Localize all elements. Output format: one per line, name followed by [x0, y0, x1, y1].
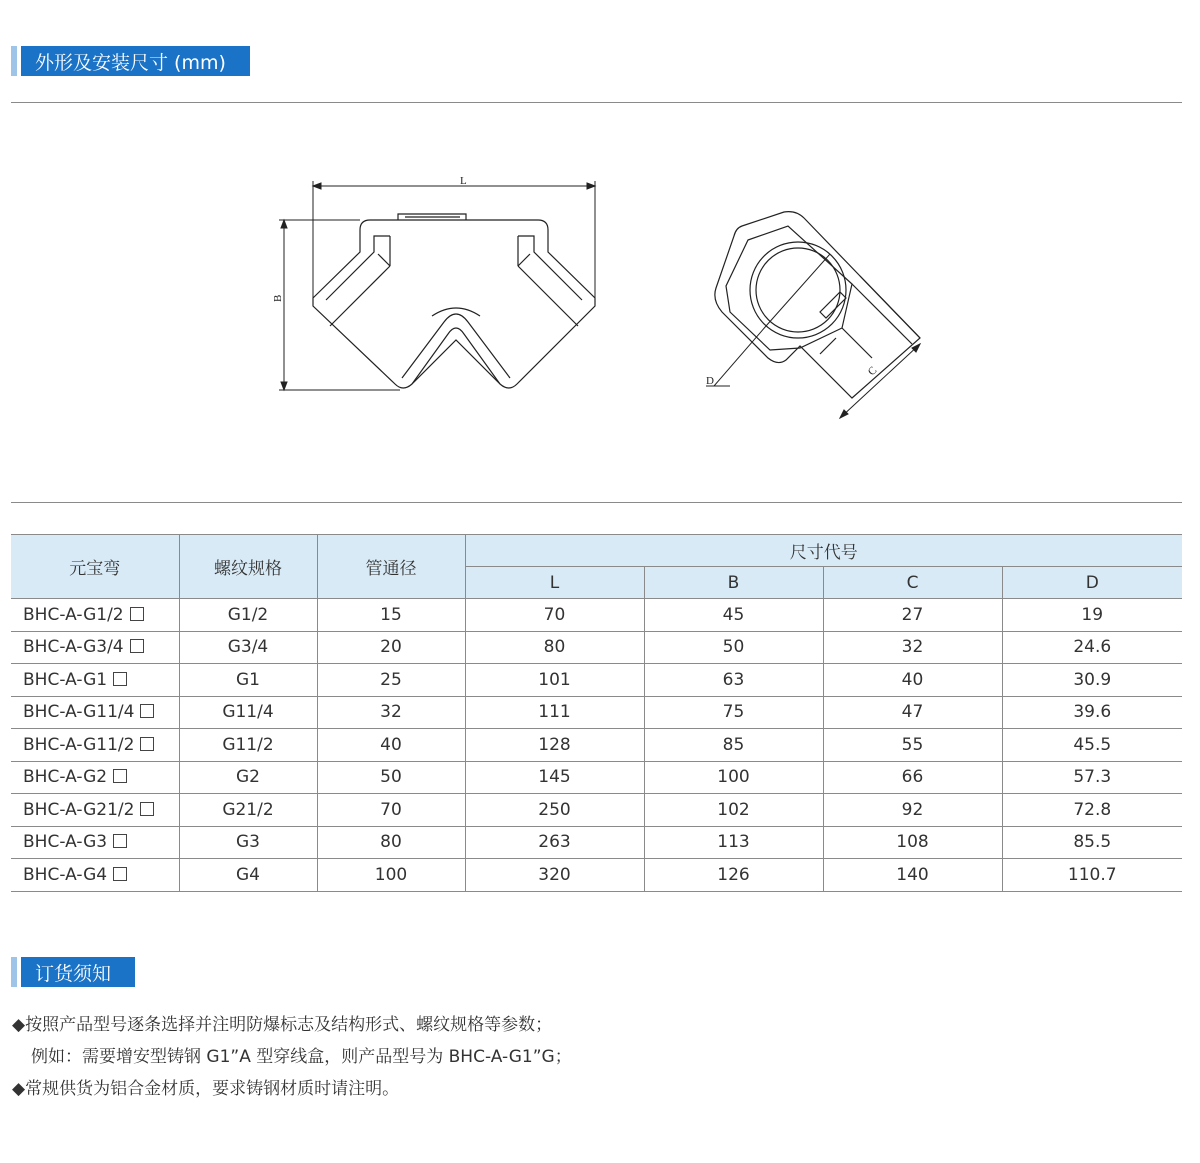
- header-thread: 螺纹规格: [179, 535, 317, 599]
- cell-l: 80: [465, 631, 644, 664]
- cell-thread: G1: [179, 664, 317, 697]
- cell-model: [11, 599, 179, 632]
- cell-thread: G3: [179, 826, 317, 859]
- section-title: 订货须知: [21, 957, 135, 987]
- cell-model: [11, 631, 179, 664]
- table-row: [11, 664, 1182, 697]
- cell-c: 32: [823, 631, 1002, 664]
- cell-b: 126: [644, 859, 823, 892]
- checkbox-icon: [140, 802, 154, 816]
- cell-d: 45.5: [1002, 729, 1182, 762]
- table-row: [11, 599, 1182, 632]
- dimension-table: [11, 534, 1182, 892]
- cell-d: 57.3: [1002, 761, 1182, 794]
- cell-c: 27: [823, 599, 1002, 632]
- label-L: L: [460, 175, 467, 187]
- cell-thread: G2: [179, 761, 317, 794]
- dimension-B: [279, 220, 400, 390]
- checkbox-icon: [140, 704, 154, 718]
- cell-thread: G4: [179, 859, 317, 892]
- cell-bore: 32: [317, 696, 465, 729]
- side-view: [715, 212, 920, 398]
- model-code: BHC-A-G11/4: [23, 702, 135, 723]
- model-code: BHC-A-G3/4: [23, 637, 124, 658]
- cell-bore: 20: [317, 631, 465, 664]
- cell-bore: 25: [317, 664, 465, 697]
- cell-l: 145: [465, 761, 644, 794]
- table-row: [11, 859, 1182, 892]
- cell-b: 63: [644, 664, 823, 697]
- table-row: [11, 761, 1182, 794]
- cell-bore: 15: [317, 599, 465, 632]
- cell-model: [11, 794, 179, 827]
- cell-model: [11, 859, 179, 892]
- cell-l: 111: [465, 696, 644, 729]
- table-row: [11, 794, 1182, 827]
- note-line-1: ◆按照产品型号逐条选择并注明防爆标志及结构形式、螺纹规格等参数；: [12, 1015, 553, 1035]
- cell-l: 250: [465, 794, 644, 827]
- checkbox-icon: [113, 834, 127, 848]
- checkbox-icon: [140, 737, 154, 751]
- cell-l: 128: [465, 729, 644, 762]
- section-header-ordering: [11, 957, 135, 987]
- model-code: BHC-A-G1/2: [23, 604, 124, 625]
- divider-top: [11, 102, 1182, 103]
- cell-l: 263: [465, 826, 644, 859]
- cell-bore: 50: [317, 761, 465, 794]
- label-D: D: [706, 375, 714, 387]
- cell-c: 66: [823, 761, 1002, 794]
- section-accent-bar: [11, 46, 17, 76]
- note-line-3: ◆常规供货为铝合金材质，要求铸钢材质时请注明。: [12, 1079, 400, 1099]
- cell-bore: 100: [317, 859, 465, 892]
- front-view: [313, 214, 595, 388]
- checkbox-icon: [130, 607, 144, 621]
- cell-c: 40: [823, 664, 1002, 697]
- header-model: 元宝弯: [11, 535, 179, 599]
- ordering-notes: [12, 1009, 572, 1105]
- cell-d: 85.5: [1002, 826, 1182, 859]
- dimension-C: [840, 344, 920, 418]
- checkbox-icon: [130, 639, 144, 653]
- header-bore: 管通径: [317, 535, 465, 599]
- cell-l: 320: [465, 859, 644, 892]
- header-dims: 尺寸代号: [465, 535, 1182, 567]
- cell-d: 19: [1002, 599, 1182, 632]
- cell-d: 110.7: [1002, 859, 1182, 892]
- model-code: BHC-A-G21/2: [23, 799, 135, 820]
- cell-b: 102: [644, 794, 823, 827]
- divider-middle: [11, 502, 1182, 503]
- cell-model: [11, 826, 179, 859]
- cell-bore: 40: [317, 729, 465, 762]
- cell-d: 24.6: [1002, 631, 1182, 664]
- cell-d: 72.8: [1002, 794, 1182, 827]
- cell-c: 47: [823, 696, 1002, 729]
- cell-model: [11, 664, 179, 697]
- cell-model: [11, 761, 179, 794]
- cell-thread: G21/2: [179, 794, 317, 827]
- table-row: [11, 729, 1182, 762]
- cell-b: 45: [644, 599, 823, 632]
- cell-b: 85: [644, 729, 823, 762]
- cell-c: 92: [823, 794, 1002, 827]
- section-title: 外形及安装尺寸 (mm): [21, 46, 250, 76]
- cell-model: [11, 729, 179, 762]
- cell-model: [11, 696, 179, 729]
- table-row: [11, 631, 1182, 664]
- note-line-2: 例如：需要增安型铸钢 G1”A 型穿线盒，则产品型号为 BHC-A-G1”G；: [31, 1047, 572, 1067]
- cell-d: 30.9: [1002, 664, 1182, 697]
- header-C: C: [823, 567, 1002, 599]
- header-B: B: [644, 567, 823, 599]
- cell-thread: G11/2: [179, 729, 317, 762]
- checkbox-icon: [113, 867, 127, 881]
- cell-c: 140: [823, 859, 1002, 892]
- header-L: L: [465, 567, 644, 599]
- technical-drawing: [0, 104, 1200, 502]
- checkbox-icon: [113, 672, 127, 686]
- cell-l: 101: [465, 664, 644, 697]
- section-header-dimensions: [11, 46, 250, 76]
- cell-l: 70: [465, 599, 644, 632]
- cell-c: 55: [823, 729, 1002, 762]
- cell-d: 39.6: [1002, 696, 1182, 729]
- label-B: B: [272, 294, 284, 302]
- checkbox-icon: [113, 769, 127, 783]
- model-code: BHC-A-G2: [23, 767, 108, 788]
- dimension-L: [313, 181, 595, 298]
- model-code: BHC-A-G3: [23, 832, 108, 853]
- table-row: [11, 826, 1182, 859]
- section-accent-bar: [11, 957, 17, 987]
- cell-b: 113: [644, 826, 823, 859]
- cell-thread: G1/2: [179, 599, 317, 632]
- cell-c: 108: [823, 826, 1002, 859]
- cell-bore: 80: [317, 826, 465, 859]
- model-code: BHC-A-G1: [23, 669, 108, 690]
- cell-b: 50: [644, 631, 823, 664]
- header-D: D: [1002, 567, 1182, 599]
- model-code: BHC-A-G4: [23, 864, 108, 885]
- cell-bore: 70: [317, 794, 465, 827]
- cell-thread: G3/4: [179, 631, 317, 664]
- cell-b: 75: [644, 696, 823, 729]
- cell-thread: G11/4: [179, 696, 317, 729]
- label-C: C: [865, 364, 880, 379]
- table-row: [11, 696, 1182, 729]
- cell-b: 100: [644, 761, 823, 794]
- model-code: BHC-A-G11/2: [23, 734, 135, 755]
